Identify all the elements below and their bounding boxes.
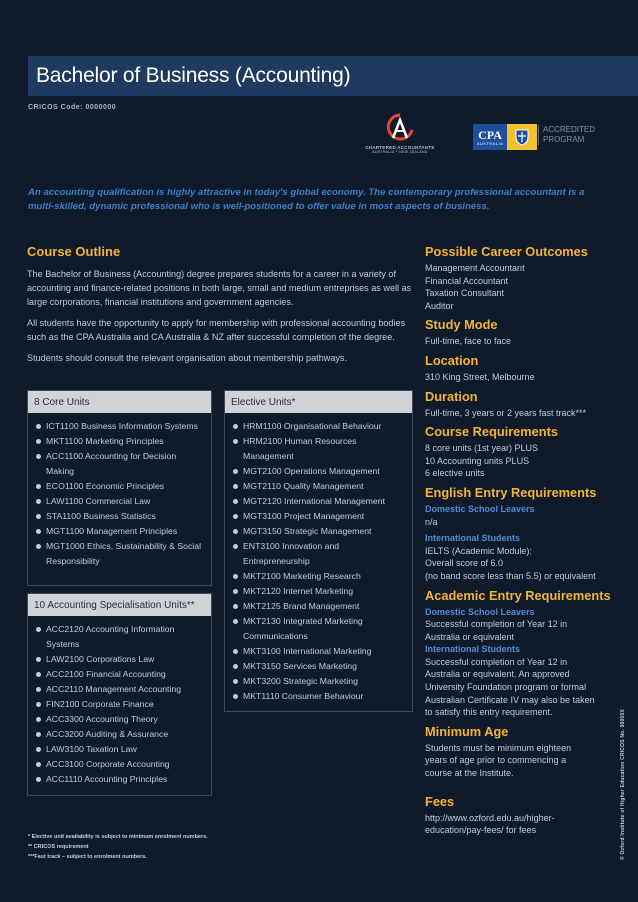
info-line: 310 King Street, Melbourne <box>425 371 535 382</box>
info-line: Australia or equivalent <box>425 631 515 642</box>
info-line: to satisfy this entry requirement. <box>425 707 553 718</box>
min-age-section <box>425 724 625 780</box>
english-section <box>425 485 625 583</box>
info-line: Overall score of 6.0 <box>425 558 504 569</box>
info-line: (no band score less than 5.5) or equivalent <box>425 570 596 581</box>
info-line: Auditor <box>425 300 454 311</box>
footnote: * Elective unit availability is subject to minimum enrolment numbers. <box>28 834 208 840</box>
location-heading: Location <box>425 352 479 368</box>
info-line: University Foundation program or formal <box>425 682 587 693</box>
unit-item: ACC3100 Corporate Accounting <box>34 757 205 772</box>
academic-domestic-lines <box>425 618 625 643</box>
unit-item: ACC2100 Financial Accounting <box>34 667 205 682</box>
location-lines <box>425 371 625 384</box>
info-line: Financial Accountant <box>425 275 509 286</box>
accredited-program <box>538 125 595 145</box>
unit-item: MKT1110 Consumer Behaviour <box>231 689 406 704</box>
ca-name: CHARTERED ACCOUNTANTS <box>365 145 435 150</box>
core-units-box <box>27 390 212 586</box>
footnote: ***Fast track – subject to enrolment numbers. <box>28 854 147 860</box>
unit-item: MKT2125 Brand Management <box>231 599 406 614</box>
unit-item: ACC1100 Accounting for Decision Making <box>34 449 205 479</box>
study-mode-lines <box>425 335 625 348</box>
requirements-section <box>425 424 625 480</box>
ca-sub: AUSTRALIA + NEW ZEALAND <box>372 150 428 154</box>
info-line: IELTS (Academic Module): <box>425 545 532 556</box>
requirements-heading: Course Requirements <box>425 424 558 440</box>
min-age-heading: Minimum Age <box>425 723 509 739</box>
duration-lines <box>425 407 625 420</box>
unit-item: ICT1100 Business Information Systems <box>34 419 205 434</box>
accredited-line2: PROGRAM <box>543 135 585 144</box>
location-section <box>425 353 625 384</box>
crest-icon <box>507 124 537 150</box>
unit-item: LAW3100 Taxation Law <box>34 742 205 757</box>
unit-item: MGT2110 Quality Management <box>231 479 406 494</box>
course-outline <box>27 244 413 372</box>
specialisation-units-heading: 10 Accounting Specialisation Units** <box>28 594 211 616</box>
english-heading: English Entry Requirements <box>425 484 597 500</box>
elective-units-heading: Elective Units* <box>225 391 412 413</box>
study-mode-section <box>425 317 625 348</box>
unit-item: MKT2120 Internet Marketing <box>231 584 406 599</box>
outline-paragraph: Students should consult the relevant organisation about membership pathways. <box>27 353 347 363</box>
study-mode-heading: Study Mode <box>425 317 498 333</box>
english-international-label: International Students <box>425 533 521 544</box>
info-line: Full-time, 3 years or 2 years fast track*** <box>425 407 587 418</box>
info-line: Students must be minimum eighteen <box>425 742 572 753</box>
english-international-lines <box>425 545 625 583</box>
unit-item: MGT1100 Management Principles <box>34 524 205 539</box>
unit-item: ACC3300 Accounting Theory <box>34 712 205 727</box>
unit-item: MKT1100 Marketing Principles <box>34 434 205 449</box>
unit-item: MGT3150 Strategic Management <box>231 524 406 539</box>
cpa-text: CPA <box>478 127 502 142</box>
course-outline-heading: Course Outline <box>27 244 121 259</box>
academic-domestic-label: Domestic School Leavers <box>425 606 535 617</box>
right-column <box>425 244 625 842</box>
unit-item: ECO1100 Economic Principles <box>34 479 205 494</box>
unit-item: HRM2100 Human Resources Management <box>231 434 406 464</box>
fees-heading: Fees <box>425 793 455 809</box>
info-line: Australia or equivalent. An approved <box>425 669 570 680</box>
info-line: http://www.ozford.edu.au/higher- <box>425 812 555 823</box>
side-copyright: © Ozford Institute of Higher Education CRICOS No. 00000X <box>620 708 626 860</box>
info-line: years of age prior to commencing a <box>425 755 567 766</box>
academic-heading: Academic Entry Requirements <box>425 587 611 603</box>
info-line: Taxation Consultant <box>425 288 505 299</box>
unit-item: ACC3200 Auditing & Assurance <box>34 727 205 742</box>
info-line: Successful completion of Year 12 in <box>425 656 568 667</box>
fees-lines[interactable] <box>425 812 625 837</box>
requirements-lines <box>425 442 625 480</box>
footnotes <box>28 832 208 862</box>
academic-section <box>425 588 625 719</box>
fees-section <box>425 794 625 837</box>
specialisation-units-box <box>27 593 212 796</box>
core-units-list <box>28 413 211 577</box>
unit-item: MKT3100 International Marketing <box>231 644 406 659</box>
unit-item: MKT2130 Integrated Marketing Communications <box>231 614 406 644</box>
page-title: Bachelor of Business (Accounting) <box>36 64 351 87</box>
core-units-heading: 8 Core Units <box>28 391 211 413</box>
cpa-logo <box>473 124 537 150</box>
unit-item: HRM1100 Organisational Behaviour <box>231 419 406 434</box>
min-age-lines <box>425 742 625 780</box>
title-bar <box>28 56 638 96</box>
ca-logo <box>355 112 445 162</box>
unit-item: MKT3200 Strategic Marketing <box>231 674 406 689</box>
info-line: Australian Certificate IV may also be taken <box>425 694 595 705</box>
info-line: Management Accountant <box>425 263 525 273</box>
elective-units-box <box>224 390 413 712</box>
info-line: Successful completion of Year 12 in <box>425 619 568 630</box>
duration-section <box>425 389 625 420</box>
intro-text: An accounting qualification is highly attractive in today's global economy. The contemporary professional accountant is a multi-skilled, dynamic professional who is well-positioned to offer value in most aspects of business. <box>28 187 585 212</box>
info-line: Full-time, face to face <box>425 336 512 347</box>
english-domestic-label: Domestic School Leavers <box>425 503 535 514</box>
outline-paragraph: The Bachelor of Business (Accounting) degree prepares students for a career in a variety of accounting and finance-related positions in both large, small and medium entreprises as well as large corporations, financial institutions and government agencies. <box>27 269 412 307</box>
cpa-box <box>473 124 507 150</box>
ca-mark-icon <box>385 112 415 144</box>
unit-item: ACC2110 Management Accounting <box>34 682 205 697</box>
unit-item: ENT3100 Innovation and Entrepreneurship <box>231 539 406 569</box>
english-domestic-lines <box>425 516 625 529</box>
unit-item: MKT3150 Services Marketing <box>231 659 406 674</box>
course-code: CRICOS Code: 0000000 <box>28 104 117 111</box>
accreditation-logos <box>355 112 638 162</box>
unit-item: LAW2100 Corporations Law <box>34 652 205 667</box>
career-lines <box>425 262 625 312</box>
unit-item: FIN2100 Corporate Finance <box>34 697 205 712</box>
info-line: 6 elective units <box>425 468 485 479</box>
unit-item: MGT3100 Project Management <box>231 509 406 524</box>
unit-item: STA1100 Business Statistics <box>34 509 205 524</box>
unit-item: ACC2120 Accounting Information Systems <box>34 622 205 652</box>
cpa-sub: AUSTRALIA <box>476 140 504 146</box>
unit-item: MGT2120 International Management <box>231 494 406 509</box>
info-line: 10 Accounting units PLUS <box>425 455 530 466</box>
unit-item: MKT2100 Marketing Research <box>231 569 406 584</box>
unit-item: ACC1110 Accounting Principles <box>34 772 205 787</box>
unit-item: LAW1100 Commercial Law <box>34 494 205 509</box>
duration-heading: Duration <box>425 388 478 404</box>
academic-international-label: International Students <box>425 644 521 655</box>
info-line: n/a <box>425 516 438 527</box>
career-heading: Possible Career Outcomes <box>425 244 588 259</box>
outline-paragraph: All students have the opportunity to apply for membership with professional accounting bodies such as the CPA Australia and CA Australia & NZ after successful completion of the degree. <box>27 318 406 342</box>
specialisation-units-list <box>28 616 211 795</box>
info-line: 8 core units (1st year) PLUS <box>425 443 539 454</box>
footnote: ** CRICOS requirement <box>28 844 89 850</box>
info-line: course at the Institute. <box>425 768 514 779</box>
elective-units-list <box>225 413 412 712</box>
career-section <box>425 244 625 312</box>
academic-international-lines <box>425 656 625 719</box>
accredited-line1: ACCREDITED <box>543 125 596 134</box>
unit-item: MGT2100 Operations Management <box>231 464 406 479</box>
unit-item: MGT1000 Ethics, Sustainability & Social Responsibility <box>34 539 205 569</box>
info-line: education/pay-fees/ for fees <box>425 825 537 836</box>
